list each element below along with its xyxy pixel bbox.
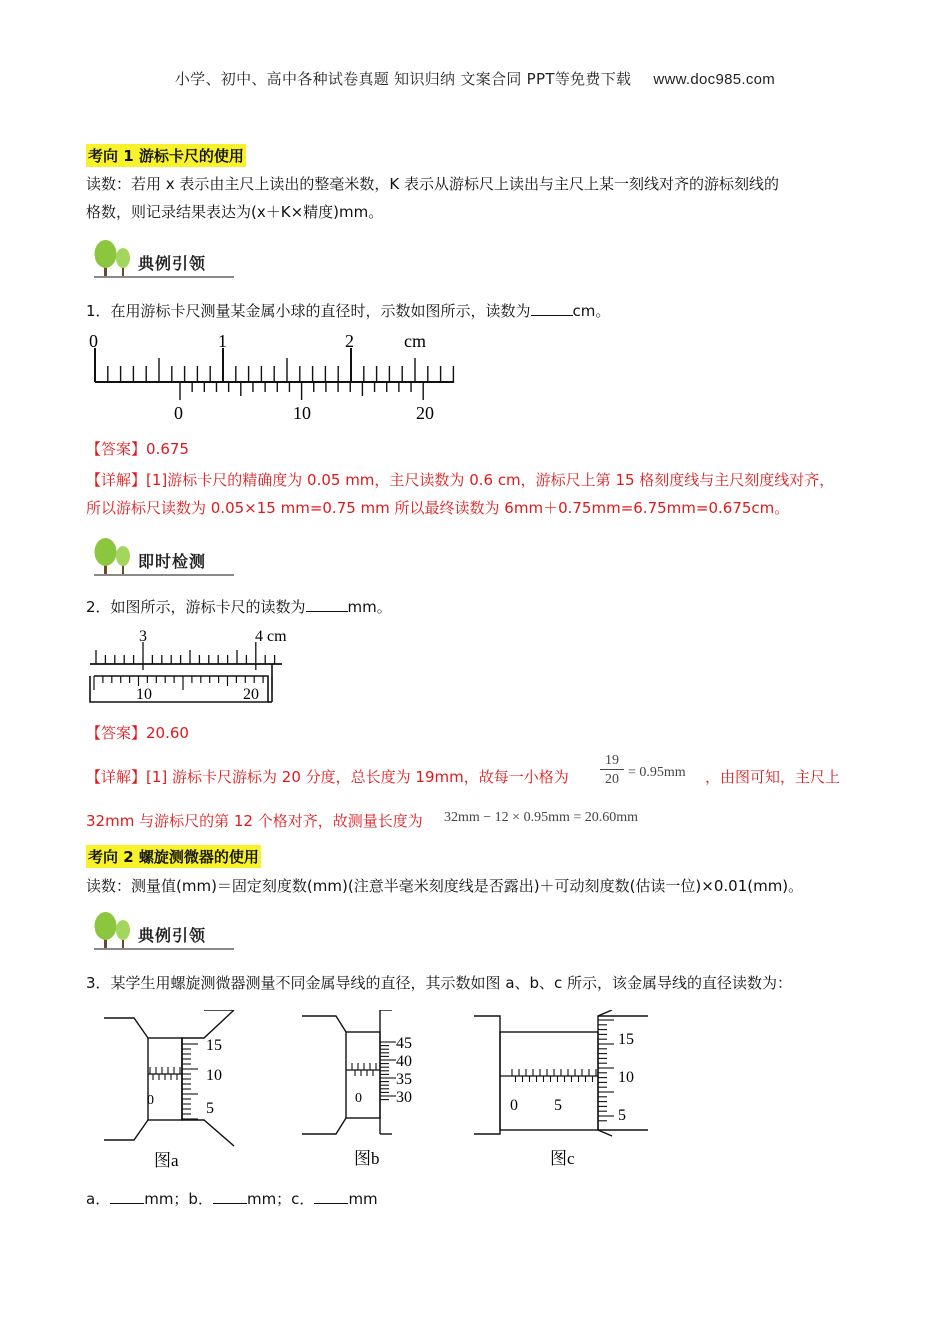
q1-main-label-0: 0 bbox=[89, 331, 98, 351]
q2-blank bbox=[306, 599, 348, 612]
q1-detail-line2: 所以游标尺读数为 0.05×15 mm=0.75 mm 所以最终读数为 6mm＋0.75mm=6.75mm=0.675cm。 bbox=[86, 499, 790, 517]
q3-fig-c-sleeve-0: 0 bbox=[510, 1097, 518, 1114]
q3-fig-c-sleeve-5: 5 bbox=[554, 1097, 562, 1114]
q3-blank-b bbox=[213, 1191, 247, 1204]
q2-frac-result: = 0.95mm bbox=[628, 765, 686, 780]
q3-blank-c bbox=[314, 1191, 348, 1204]
q1-prefix: 1．在用游标卡尺测量某金属小球的直径时，示数如图所示，读数为 bbox=[86, 302, 531, 320]
q3-fig-a-thimble-5: 5 bbox=[206, 1100, 214, 1117]
section1-reading-line2: 格数，则记录结果表达为(x＋K×精度)mm。 bbox=[86, 203, 384, 221]
q3-fig-c-thimble-10: 10 bbox=[618, 1069, 634, 1086]
q1-vernier-label-20: 20 bbox=[416, 403, 434, 423]
q1-answer bbox=[86, 438, 189, 459]
q3-blank-a bbox=[110, 1191, 144, 1204]
q2-text bbox=[86, 596, 392, 617]
q2-detail-c: 32mm 与游标尺的第 12 个格对齐，故测量长度为 bbox=[86, 812, 423, 830]
q2-answer-value: 20.60 bbox=[146, 724, 189, 742]
q2-formula: 32mm − 12 × 0.95mm = 20.60mm bbox=[444, 810, 639, 825]
q3-answers bbox=[86, 1188, 378, 1209]
banner-example-2 bbox=[86, 910, 236, 954]
header-text: 小学、初中、高中各种试卷真题 知识归纳 文案合同 PPT等免费下载 bbox=[174, 70, 632, 88]
q3-fig-b-caption: 图b bbox=[354, 1149, 380, 1168]
q1-detail bbox=[86, 466, 886, 522]
banner-example-2-label: 典例引领 bbox=[138, 926, 207, 945]
section2-reading: 读数：测量值(mm)＝固定刻度数(mm)(注意半毫米刻度线是否露出)＋可动刻度数(估读一位)×0.01(mm)。 bbox=[86, 877, 804, 895]
q3-fig-a-sleeve-0: 0 bbox=[147, 1093, 154, 1108]
q1-detail-line1: [1]游标卡尺的精确度为 0.05 mm，主尺读数为 0.6 cm，游标尺上第 15 格刻度线与主尺刻度线对齐， bbox=[146, 471, 835, 489]
q1-unit-label: cm bbox=[404, 331, 426, 351]
q1-caliper-figure bbox=[86, 328, 466, 428]
header-site: www.doc985.com bbox=[653, 71, 776, 88]
q3-fig-b-thimble-35: 35 bbox=[396, 1071, 412, 1088]
q3-fig-a-caption: 图a bbox=[154, 1151, 179, 1170]
q1-detail-tag: 【详解】 bbox=[86, 471, 147, 489]
q1-main-label-1: 1 bbox=[218, 331, 227, 351]
section2-title: 考向 2 螺旋测微器的使用 bbox=[86, 845, 261, 868]
q3-fig-c-thimble-5: 5 bbox=[618, 1107, 626, 1124]
q3-fig-c-caption: 图c bbox=[550, 1149, 575, 1168]
q2-fraction bbox=[600, 752, 624, 789]
q2-detail-tag: 【详解】 bbox=[86, 768, 147, 786]
banner-check-label: 即时检测 bbox=[138, 552, 207, 571]
q2-caliper-figure bbox=[86, 624, 306, 710]
q3-fig-c-thimble-15: 15 bbox=[618, 1031, 634, 1048]
q3-fig-a-thimble-10: 10 bbox=[206, 1067, 222, 1084]
q2-detail-line1 bbox=[86, 766, 569, 787]
section1-title: 考向 1 游标卡尺的使用 bbox=[86, 144, 246, 167]
banner-check bbox=[86, 536, 236, 580]
q1-blank bbox=[531, 303, 573, 316]
q1-vernier-label-10: 10 bbox=[293, 403, 311, 423]
q3-fig-a bbox=[104, 1010, 244, 1172]
q2-vernier-label-20: 20 bbox=[243, 686, 259, 703]
q2-prefix: 2．如图所示，游标卡尺的读数为 bbox=[86, 598, 306, 616]
page-header bbox=[0, 68, 950, 89]
section1-reading-line1: 读数：若用 x 表示由主尺上读出的整毫米数，K 表示从游标尺上读出与主尺上某一刻线对齐的游标刻线的 bbox=[86, 175, 780, 193]
q2-suffix: mm。 bbox=[347, 598, 392, 616]
q3-text: 3．某学生用螺旋测微器测量不同金属导线的直径，其示数如图 a、b、c 所示，该金属导线的直径读数为： bbox=[86, 974, 793, 992]
banner-example-1 bbox=[86, 238, 236, 282]
q3-fig-b-thimble-30: 30 bbox=[396, 1089, 412, 1106]
section1-reading bbox=[86, 170, 876, 226]
q3-unit-b: mm；c． bbox=[246, 1190, 315, 1208]
q3-answer-a-label: a． bbox=[86, 1190, 111, 1208]
q3-unit-c: mm bbox=[348, 1190, 378, 1208]
q1-answer-tag: 【答案】 bbox=[86, 440, 147, 458]
banner-example-1-label: 典例引领 bbox=[138, 254, 207, 273]
q2-detail-b: ，由图可知，主尺上 bbox=[705, 768, 841, 786]
q2-answer-tag: 【答案】 bbox=[86, 724, 147, 742]
q1-main-label-2: 2 bbox=[345, 331, 354, 351]
q2-main-label-3: 3 bbox=[139, 628, 147, 645]
q3-fig-a-thimble-15: 15 bbox=[206, 1037, 222, 1054]
q3-fig-b-thimble-45: 45 bbox=[396, 1035, 412, 1052]
q3-unit-a: mm；b． bbox=[144, 1190, 213, 1208]
q1-text bbox=[86, 300, 610, 321]
q2-answer bbox=[86, 722, 189, 743]
q3-fig-b bbox=[302, 1010, 442, 1172]
q1-suffix: cm。 bbox=[572, 302, 611, 320]
q3-fig-c bbox=[472, 1010, 662, 1172]
q2-main-label-4cm: 4 cm bbox=[255, 628, 287, 645]
q1-vernier-label-0: 0 bbox=[174, 403, 183, 423]
q2-detail-a: [1] 游标卡尺游标为 20 分度，总长度为 19mm，故每一小格为 bbox=[146, 768, 569, 786]
q3-fig-b-thimble-40: 40 bbox=[396, 1053, 412, 1070]
q1-answer-value: 0.675 bbox=[146, 440, 189, 458]
q2-frac-den: 20 bbox=[605, 772, 619, 787]
q2-vernier-label-10: 10 bbox=[136, 686, 152, 703]
q3-fig-b-sleeve-0: 0 bbox=[355, 1091, 362, 1106]
q2-frac-num: 19 bbox=[600, 752, 624, 770]
